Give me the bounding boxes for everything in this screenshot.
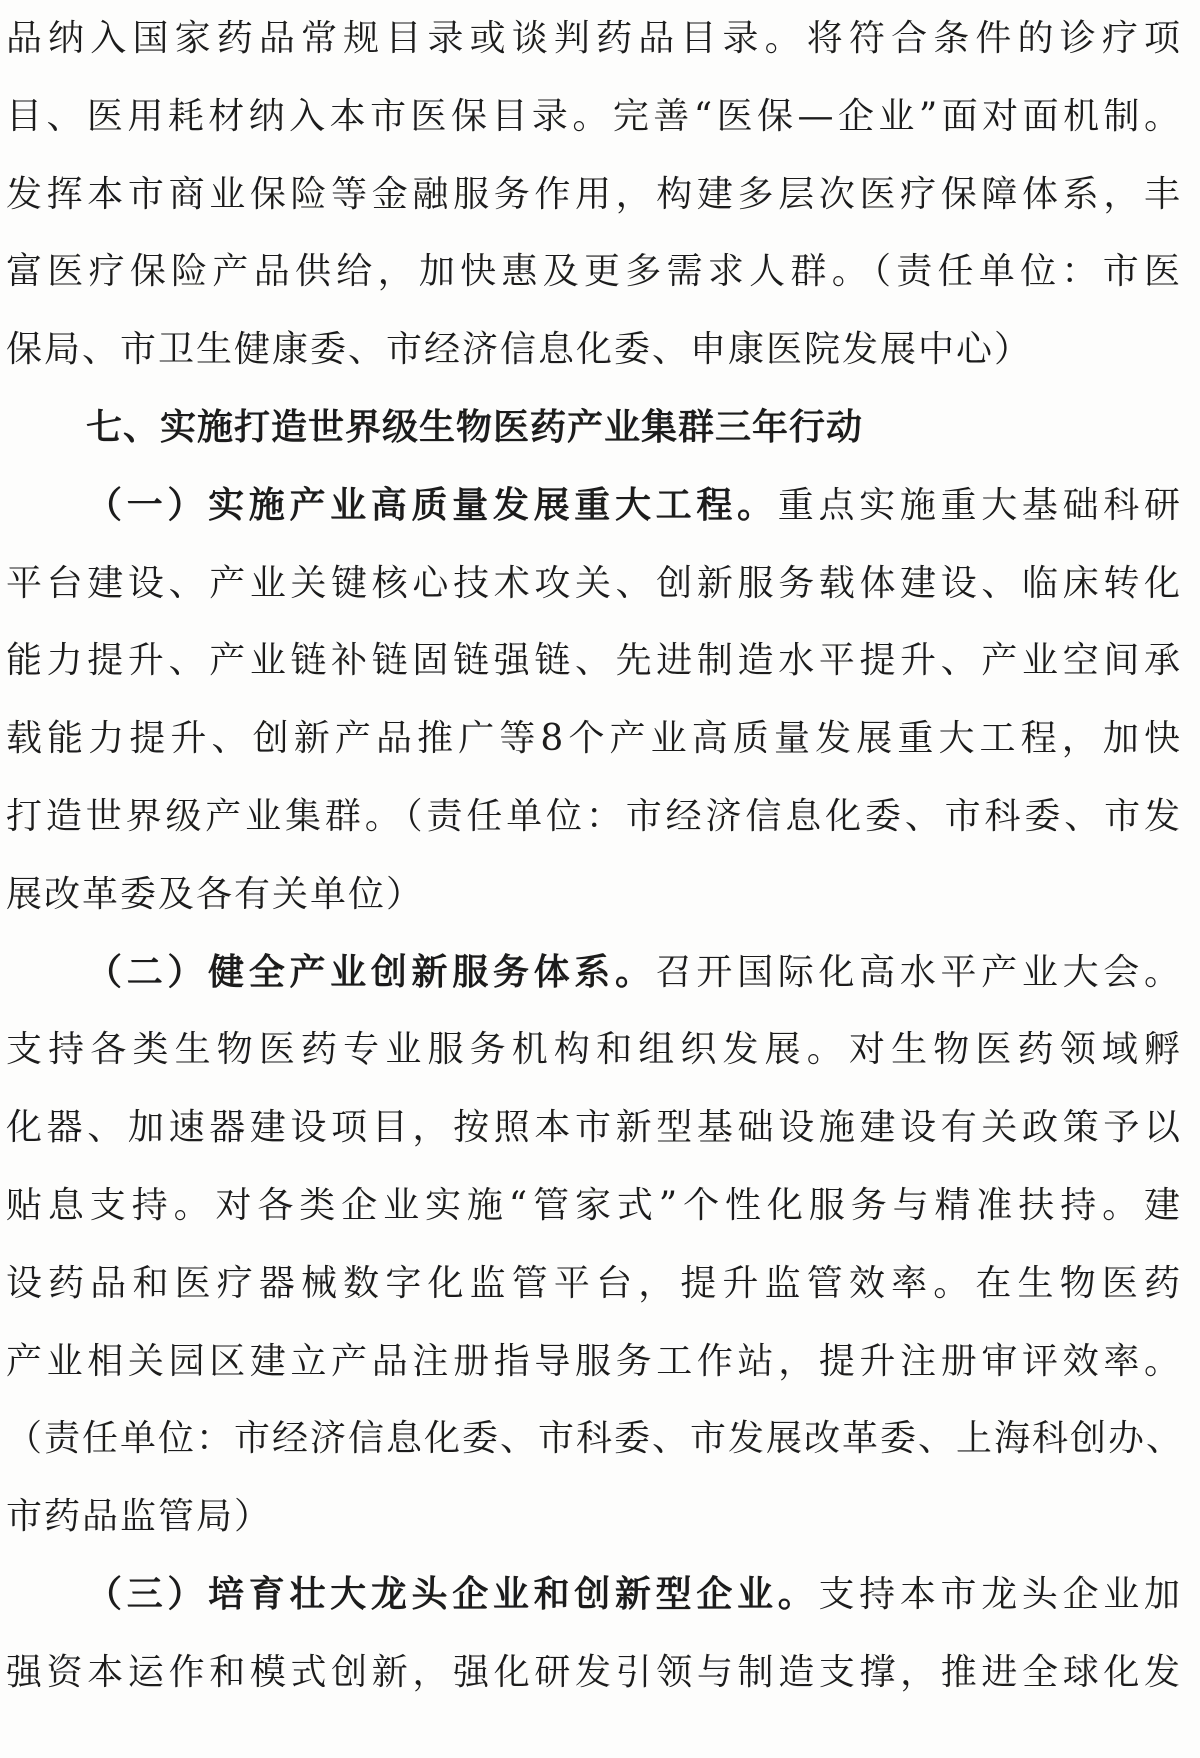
paragraph-lead: （一）实施产业高质量发展重大工程。: [86, 483, 778, 526]
text-line: 富医疗保险产品供给，加快惠及更多需求人群。（责任单位：市医: [6, 251, 1182, 293]
section-heading: 七、实施打造世界级生物医药产业集群三年行动: [86, 406, 864, 448]
text-line: 发挥本市商业保险等金融服务作用，构建多层次医疗保障体系，丰: [6, 173, 1182, 215]
text-line: 目、医用耗材纳入本市医保目录。完善“医保—企业”面对面机制。: [6, 95, 1182, 137]
text-line: 产业相关园区建立产品注册指导服务工作站，提升注册审评效率。: [6, 1340, 1182, 1382]
text-line: 打造世界级产业集群。（责任单位：市经济信息化委、市科委、市发: [6, 795, 1182, 837]
text-line: 品纳入国家药品常规目录或谈判药品目录。将符合条件的诊疗项: [6, 18, 1182, 59]
paragraph-first-line: [6, 1556, 1182, 1634]
text-line: 贴息支持。对各类企业实施“管家式”个性化服务与精准扶持。建: [6, 1184, 1182, 1226]
text-line: 市药品监管局）: [6, 1496, 273, 1538]
text-line: 支持各类生物医药专业服务机构和组织发展。对生物医药领域孵: [6, 1029, 1182, 1071]
paragraph-text: 支持本市龙头企业加: [818, 1573, 1182, 1615]
text-line: 能力提升、产业链补链固链强链、先进制造水平提升、产业空间承: [6, 640, 1182, 682]
text-line: 载能力提升、创新产品推广等8个产业高质量发展重大工程，加快: [6, 718, 1182, 760]
paragraph-first-line: [6, 934, 1182, 1012]
paragraph-text: 重点实施重大基础科研: [777, 484, 1182, 526]
paragraph-lead: （二）健全产业创新服务体系。: [86, 950, 656, 993]
text-line: 保局、市卫生健康委、市经济信息化委、申康医院发展中心）: [6, 329, 1033, 371]
text-line: 展改革委及各有关单位）: [6, 873, 425, 915]
text-line: 设药品和医疗器械数字化监管平台，提升监管效率。在生物医药: [6, 1262, 1182, 1304]
paragraph-text: 召开国际化高水平产业大会。: [655, 951, 1182, 993]
paragraph-first-line: [6, 467, 1182, 545]
text-line: 化器、加速器建设项目，按照本市新型基础设施建设有关政策予以: [6, 1107, 1182, 1149]
paragraph-lead: （三）培育壮大龙头企业和创新型企业。: [86, 1572, 819, 1615]
text-line: 强资本运作和模式创新，强化研发引领与制造支撑，推进全球化发: [6, 1651, 1182, 1693]
text-line: （责任单位：市经济信息化委、市科委、市发展改革委、上海科创办、: [6, 1418, 1185, 1460]
text-line: 平台建设、产业关键核心技术攻关、创新服务载体建设、临床转化: [6, 562, 1182, 604]
